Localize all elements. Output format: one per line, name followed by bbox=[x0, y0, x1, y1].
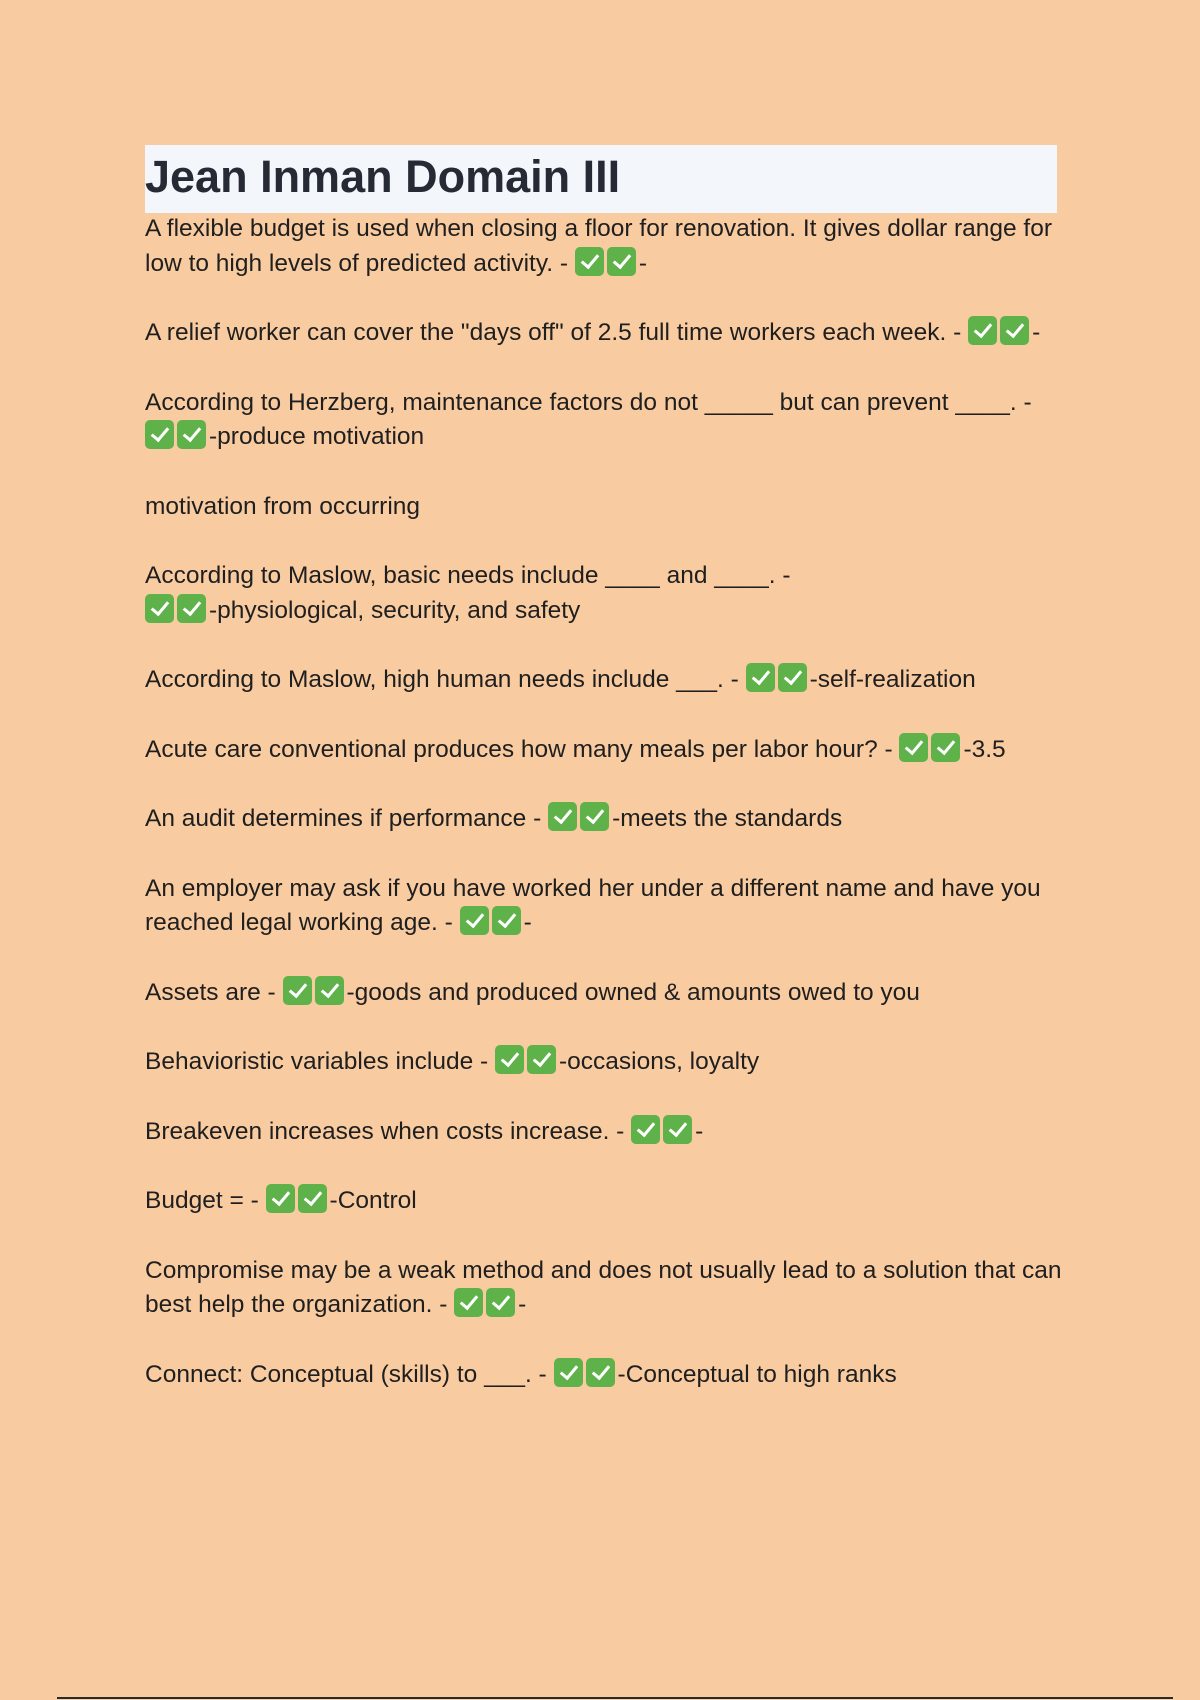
flashcard-entry bbox=[145, 386, 1070, 455]
flashcard-entry bbox=[145, 212, 1070, 281]
question-text: A relief worker can cover the "days off" of 2.5 full time workers each week. - bbox=[145, 319, 969, 346]
check-mark-pair bbox=[283, 979, 920, 1006]
answer-text: -Conceptual to high ranks bbox=[617, 1360, 897, 1388]
check-mark-button-icon bbox=[631, 1115, 660, 1144]
check-mark-button-icon bbox=[298, 1184, 327, 1213]
check-mark-button-icon bbox=[527, 1045, 556, 1074]
flashcard-line bbox=[145, 559, 1070, 628]
flashcard-line bbox=[145, 316, 1070, 351]
check-mark-button-icon bbox=[460, 906, 489, 935]
document-title: Jean Inman Domain III bbox=[145, 151, 621, 202]
flashcard-entry bbox=[145, 663, 1070, 698]
answer-text: -goods and produced owned & amounts owed to you bbox=[346, 978, 920, 1006]
answer-text: - bbox=[1032, 319, 1041, 346]
answer-text: - bbox=[518, 1291, 527, 1318]
page-divider bbox=[57, 1697, 1173, 1699]
question-text: Budget = - bbox=[145, 1187, 266, 1214]
check-mark-button-icon bbox=[454, 1288, 483, 1317]
answer-text: -produce motivation bbox=[209, 423, 425, 450]
check-mark-pair bbox=[746, 666, 976, 693]
flashcard-entry bbox=[145, 316, 1070, 351]
check-mark-button-icon bbox=[495, 1045, 524, 1074]
title-bar bbox=[145, 145, 1057, 213]
check-mark-button-icon bbox=[580, 802, 609, 831]
check-mark-button-icon bbox=[145, 594, 174, 623]
check-mark-pair bbox=[266, 1187, 417, 1214]
flashcard-entry bbox=[145, 1254, 1070, 1323]
question-text: According to Herzberg, maintenance factors do not _____ but can prevent ____. - bbox=[145, 388, 1032, 416]
check-mark-button-icon bbox=[899, 733, 928, 762]
check-mark-button-icon bbox=[931, 733, 960, 762]
check-mark-button-icon bbox=[283, 976, 312, 1005]
question-text: According to Maslow, basic needs include ____ and ____. - bbox=[145, 562, 791, 589]
check-mark-pair bbox=[631, 1118, 703, 1145]
answer-text: - bbox=[695, 1117, 704, 1145]
question-text: Acute care conventional produces how many meals per labor hour? - bbox=[145, 735, 900, 763]
check-mark-button-icon bbox=[607, 247, 636, 276]
flashcard-entry bbox=[145, 1184, 1070, 1219]
flashcard-entry bbox=[145, 1358, 1070, 1393]
check-mark-pair bbox=[575, 250, 647, 277]
answer-text: -3.5 bbox=[963, 735, 1006, 763]
flashcard-entry bbox=[145, 802, 1070, 837]
flashcard-line bbox=[145, 1115, 1070, 1150]
check-mark-button-icon bbox=[177, 420, 206, 449]
question-text: An audit determines if performance - bbox=[145, 805, 549, 832]
check-mark-button-icon bbox=[486, 1288, 515, 1317]
check-mark-pair bbox=[460, 909, 532, 936]
flashcard-entry bbox=[145, 733, 1070, 768]
answer-text: -Control bbox=[329, 1187, 417, 1214]
check-mark-button-icon bbox=[586, 1358, 615, 1387]
check-mark-pair bbox=[554, 1361, 897, 1388]
flashcard-line bbox=[145, 212, 1070, 281]
answer-continuation: motivation from occurring bbox=[145, 492, 421, 520]
flashcard-line bbox=[145, 663, 1070, 698]
check-mark-pair bbox=[968, 319, 1040, 346]
flashcard-line bbox=[145, 1045, 1070, 1080]
check-mark-pair bbox=[495, 1048, 759, 1075]
flashcard-line bbox=[145, 733, 1070, 768]
check-mark-button-icon bbox=[492, 906, 521, 935]
flashcard-list bbox=[145, 212, 1070, 1427]
check-mark-button-icon bbox=[575, 247, 604, 276]
flashcard-entry bbox=[145, 872, 1070, 941]
flashcard-entry bbox=[145, 1115, 1070, 1150]
answer-text: - bbox=[638, 249, 648, 277]
question-text: Breakeven increases when costs increase. - bbox=[145, 1117, 632, 1145]
question-text: An employer may ask if you have worked her under a different name and have you reached legal working age. - bbox=[145, 874, 1041, 936]
check-mark-button-icon bbox=[968, 316, 997, 345]
flashcard-line bbox=[145, 872, 1070, 941]
check-mark-button-icon bbox=[554, 1358, 583, 1387]
check-mark-button-icon bbox=[746, 663, 775, 692]
check-mark-pair bbox=[454, 1291, 526, 1318]
check-mark-button-icon bbox=[266, 1184, 295, 1213]
check-mark-button-icon bbox=[663, 1115, 692, 1144]
check-mark-button-icon bbox=[548, 802, 577, 831]
check-mark-button-icon bbox=[177, 594, 206, 623]
answer-text: -meets the standards bbox=[612, 805, 843, 832]
question-text: Assets are - bbox=[145, 978, 283, 1006]
question-text: Connect: Conceptual (skills) to ___. - bbox=[145, 1360, 554, 1388]
flashcard-line bbox=[145, 386, 1070, 455]
check-mark-button-icon bbox=[1000, 316, 1029, 345]
check-mark-pair bbox=[548, 805, 842, 832]
question-text: According to Maslow, high human needs include ___. - bbox=[145, 666, 746, 693]
question-text: Compromise may be a weak method and does not usually lead to a solution that can best help the organization. - bbox=[145, 1256, 1062, 1318]
check-mark-pair bbox=[899, 736, 1005, 763]
flashcard-line bbox=[145, 1254, 1070, 1323]
flashcard-entry bbox=[145, 976, 1070, 1011]
answer-text: -physiological, security, and safety bbox=[209, 596, 581, 624]
check-mark-button-icon bbox=[315, 976, 344, 1005]
answer-text: - bbox=[523, 909, 532, 936]
flashcard-line bbox=[145, 1358, 1070, 1393]
answer-text: -occasions, loyalty bbox=[558, 1048, 760, 1075]
question-text: Behavioristic variables include - bbox=[145, 1048, 495, 1075]
flashcard-line bbox=[145, 802, 1070, 837]
flashcard-line bbox=[145, 976, 1070, 1011]
flashcard-entry bbox=[145, 559, 1070, 628]
check-mark-pair bbox=[145, 597, 580, 624]
question-text: A flexible budget is used when closing a floor for renovation. It gives dollar range for low to high levels of predicted activity. - bbox=[145, 215, 1053, 277]
check-mark-pair bbox=[145, 423, 424, 450]
flashcard-entry bbox=[145, 1045, 1070, 1080]
flashcard-line bbox=[145, 1184, 1070, 1219]
check-mark-button-icon bbox=[145, 420, 174, 449]
check-mark-button-icon bbox=[778, 663, 807, 692]
answer-text: -self-realization bbox=[809, 666, 976, 693]
